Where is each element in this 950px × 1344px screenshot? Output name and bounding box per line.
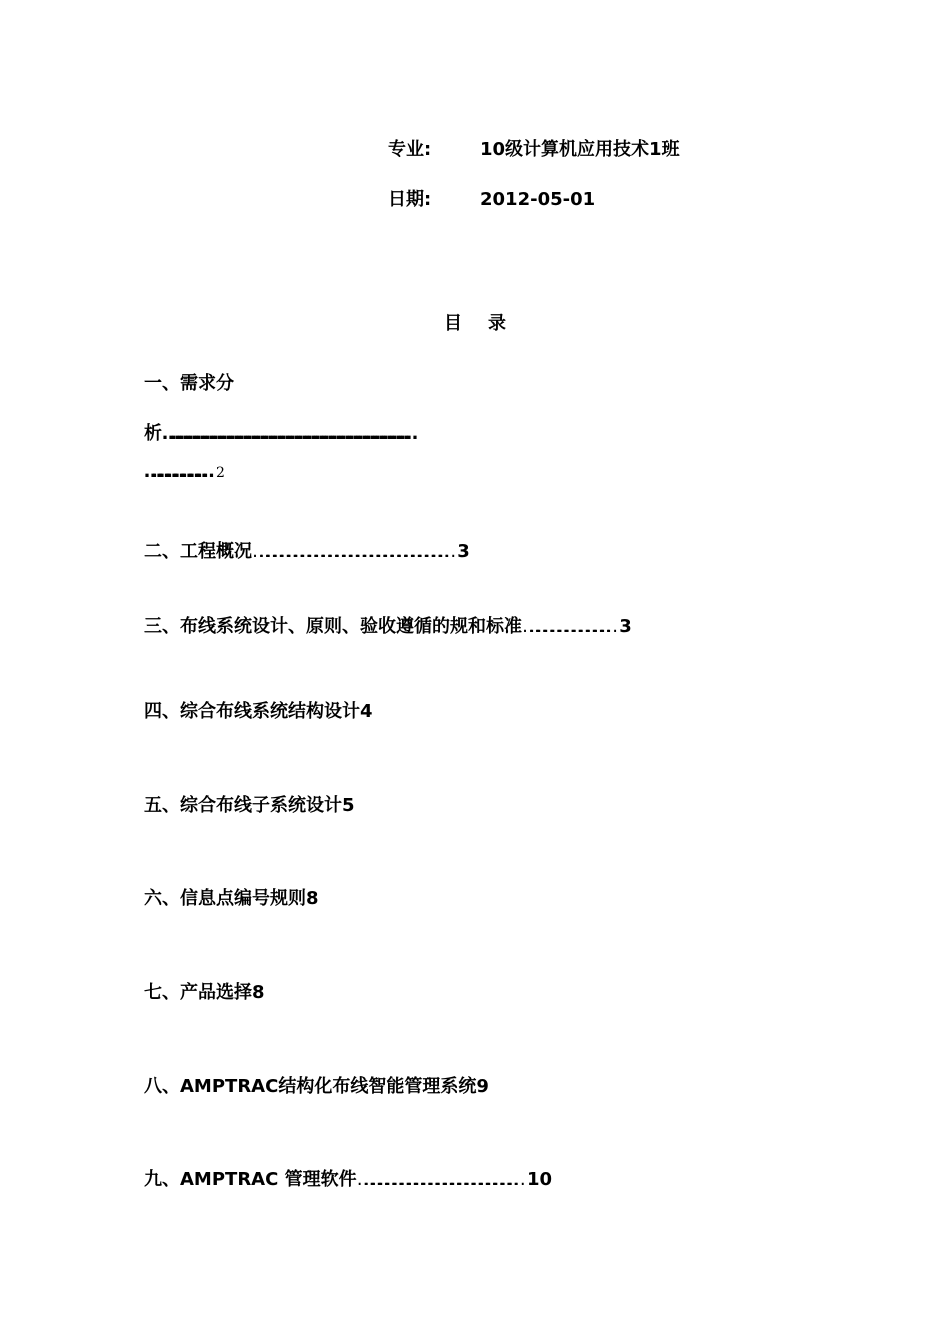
toc-entry-8[interactable] bbox=[144, 1075, 489, 1099]
toc-page-number: 8 bbox=[252, 982, 265, 1003]
toc-page-number: 3 bbox=[457, 541, 470, 562]
toc-entry-text: 八、AMPTRAC结构化布线智能管理系统 bbox=[144, 1076, 477, 1097]
toc-page-number: 2 bbox=[216, 465, 225, 481]
toc-leader-dots: …………………… bbox=[144, 461, 204, 482]
toc-page-number: 10 bbox=[527, 1169, 553, 1190]
toc-entry-text: 三、布线系统设计、原则、验收遵循的规和标准 bbox=[144, 616, 522, 637]
toc-entry-text: 析 bbox=[144, 423, 162, 444]
toc-entry-1-line2[interactable] bbox=[144, 422, 409, 446]
toc-entry-text: 六、信息点编号规则 bbox=[144, 888, 306, 909]
date-label: 日期: bbox=[388, 189, 432, 210]
date-value: 2012-05-01 bbox=[480, 189, 596, 210]
toc-entry-1-line3[interactable] bbox=[144, 460, 225, 485]
toc-leader-dots: …………………………………………………………………………… bbox=[162, 423, 409, 444]
toc-leader-dots: ………………………………………………………… bbox=[356, 1169, 515, 1190]
toc-entry-text: 五、综合布线子系统设计 bbox=[144, 795, 342, 816]
major-label: 专业: bbox=[388, 139, 432, 160]
toc-page-number: 5 bbox=[342, 795, 355, 816]
toc-entry-1-line1[interactable] bbox=[144, 372, 234, 396]
toc-entry-4[interactable] bbox=[144, 700, 373, 724]
toc-entry-5[interactable] bbox=[144, 794, 355, 818]
toc-title: 目录 bbox=[444, 313, 532, 334]
toc-entry-text: 九、AMPTRAC 管理软件 bbox=[144, 1169, 357, 1190]
toc-entry-6[interactable] bbox=[144, 887, 319, 911]
major-value: 10级计算机应用技术1班 bbox=[480, 139, 680, 160]
toc-entry-7[interactable] bbox=[144, 981, 265, 1005]
toc-page-number: 8 bbox=[306, 888, 319, 909]
toc-leader-dots: ……………………………… bbox=[522, 616, 608, 637]
toc-page-number: 3 bbox=[619, 616, 632, 637]
toc-entry-9[interactable] bbox=[144, 1168, 552, 1192]
toc-entry-3[interactable] bbox=[144, 615, 632, 639]
toc-page-number: 9 bbox=[476, 1076, 489, 1097]
toc-entry-text: 二、工程概况 bbox=[144, 541, 252, 562]
toc-page-number: 4 bbox=[360, 701, 373, 722]
toc-entry-text: 一、需求分 bbox=[144, 373, 234, 394]
toc-entry-2[interactable] bbox=[144, 540, 470, 564]
toc-leader-dots: ………………………………………………………………………… bbox=[252, 541, 446, 562]
toc-entry-text: 七、产品选择 bbox=[144, 982, 252, 1003]
toc-entry-text: 四、综合布线系统结构设计 bbox=[144, 701, 360, 722]
